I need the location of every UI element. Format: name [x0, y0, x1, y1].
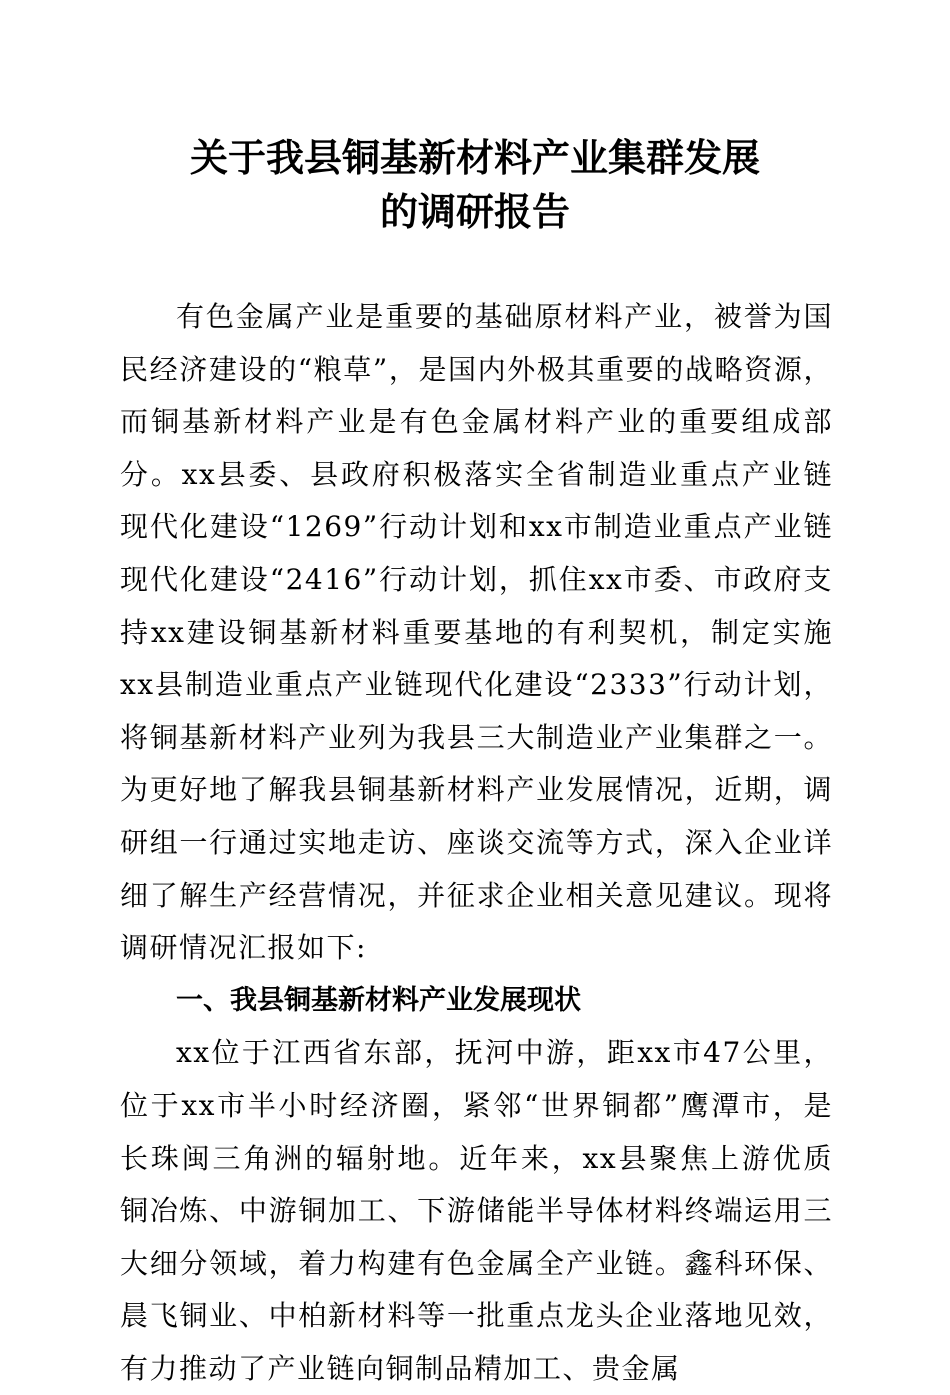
section-heading: 一、我县铜基新材料产业发展现状: [176, 984, 581, 1016]
document-body: [120, 291, 833, 1395]
document-title-line-2: 的调研报告: [379, 189, 570, 234]
document-title-line-1: 关于我县铜基新材料产业集群发展: [189, 135, 760, 180]
section-paragraph: xx位于江西省东部，抚河中游，距xx市47公里，位于xx市半小时经济圈，紧邻“世界铜都”鹰潭市，是长珠闽三角洲的辐射地。近年来，xx县聚焦上游优质铜冶炼、中游铜加工、下游储能半导体材料终端运用三大细分领域，着力构建有色金属全产业链。鑫科环保、晨飞铜业、中柏新材料等一批重点龙头企业落地见效，有力推动了产业链向铜制品精加工、贵金属: [120, 1036, 833, 1385]
intro-paragraph: 有色金属产业是重要的基础原材料产业，被誉为国民经济建设的“粮草”，是国内外极其重要的战略资源，而铜基新材料产业是有色金属材料产业的重要组成部分。xx县委、县政府积极落实全省制造业重点产业链现代化建设“1269”行动计划和xx市制造业重点产业链现代化建设“2416”行动计划，抓住xx市委、市政府支持xx建设铜基新材料重要基地的有利契机，制定实施xx县制造业重点产业链现代化建设“2333”行动计划，将铜基新材料产业列为我县三大制造业产业集群之一。为更好地了解我县铜基新材料产业发展情况，近期，调研组一行通过实地走访、座谈交流等方式，深入企业详细了解生产经营情况，并征求企业相关意见建议。现将调研情况汇报如下:: [120, 300, 833, 965]
